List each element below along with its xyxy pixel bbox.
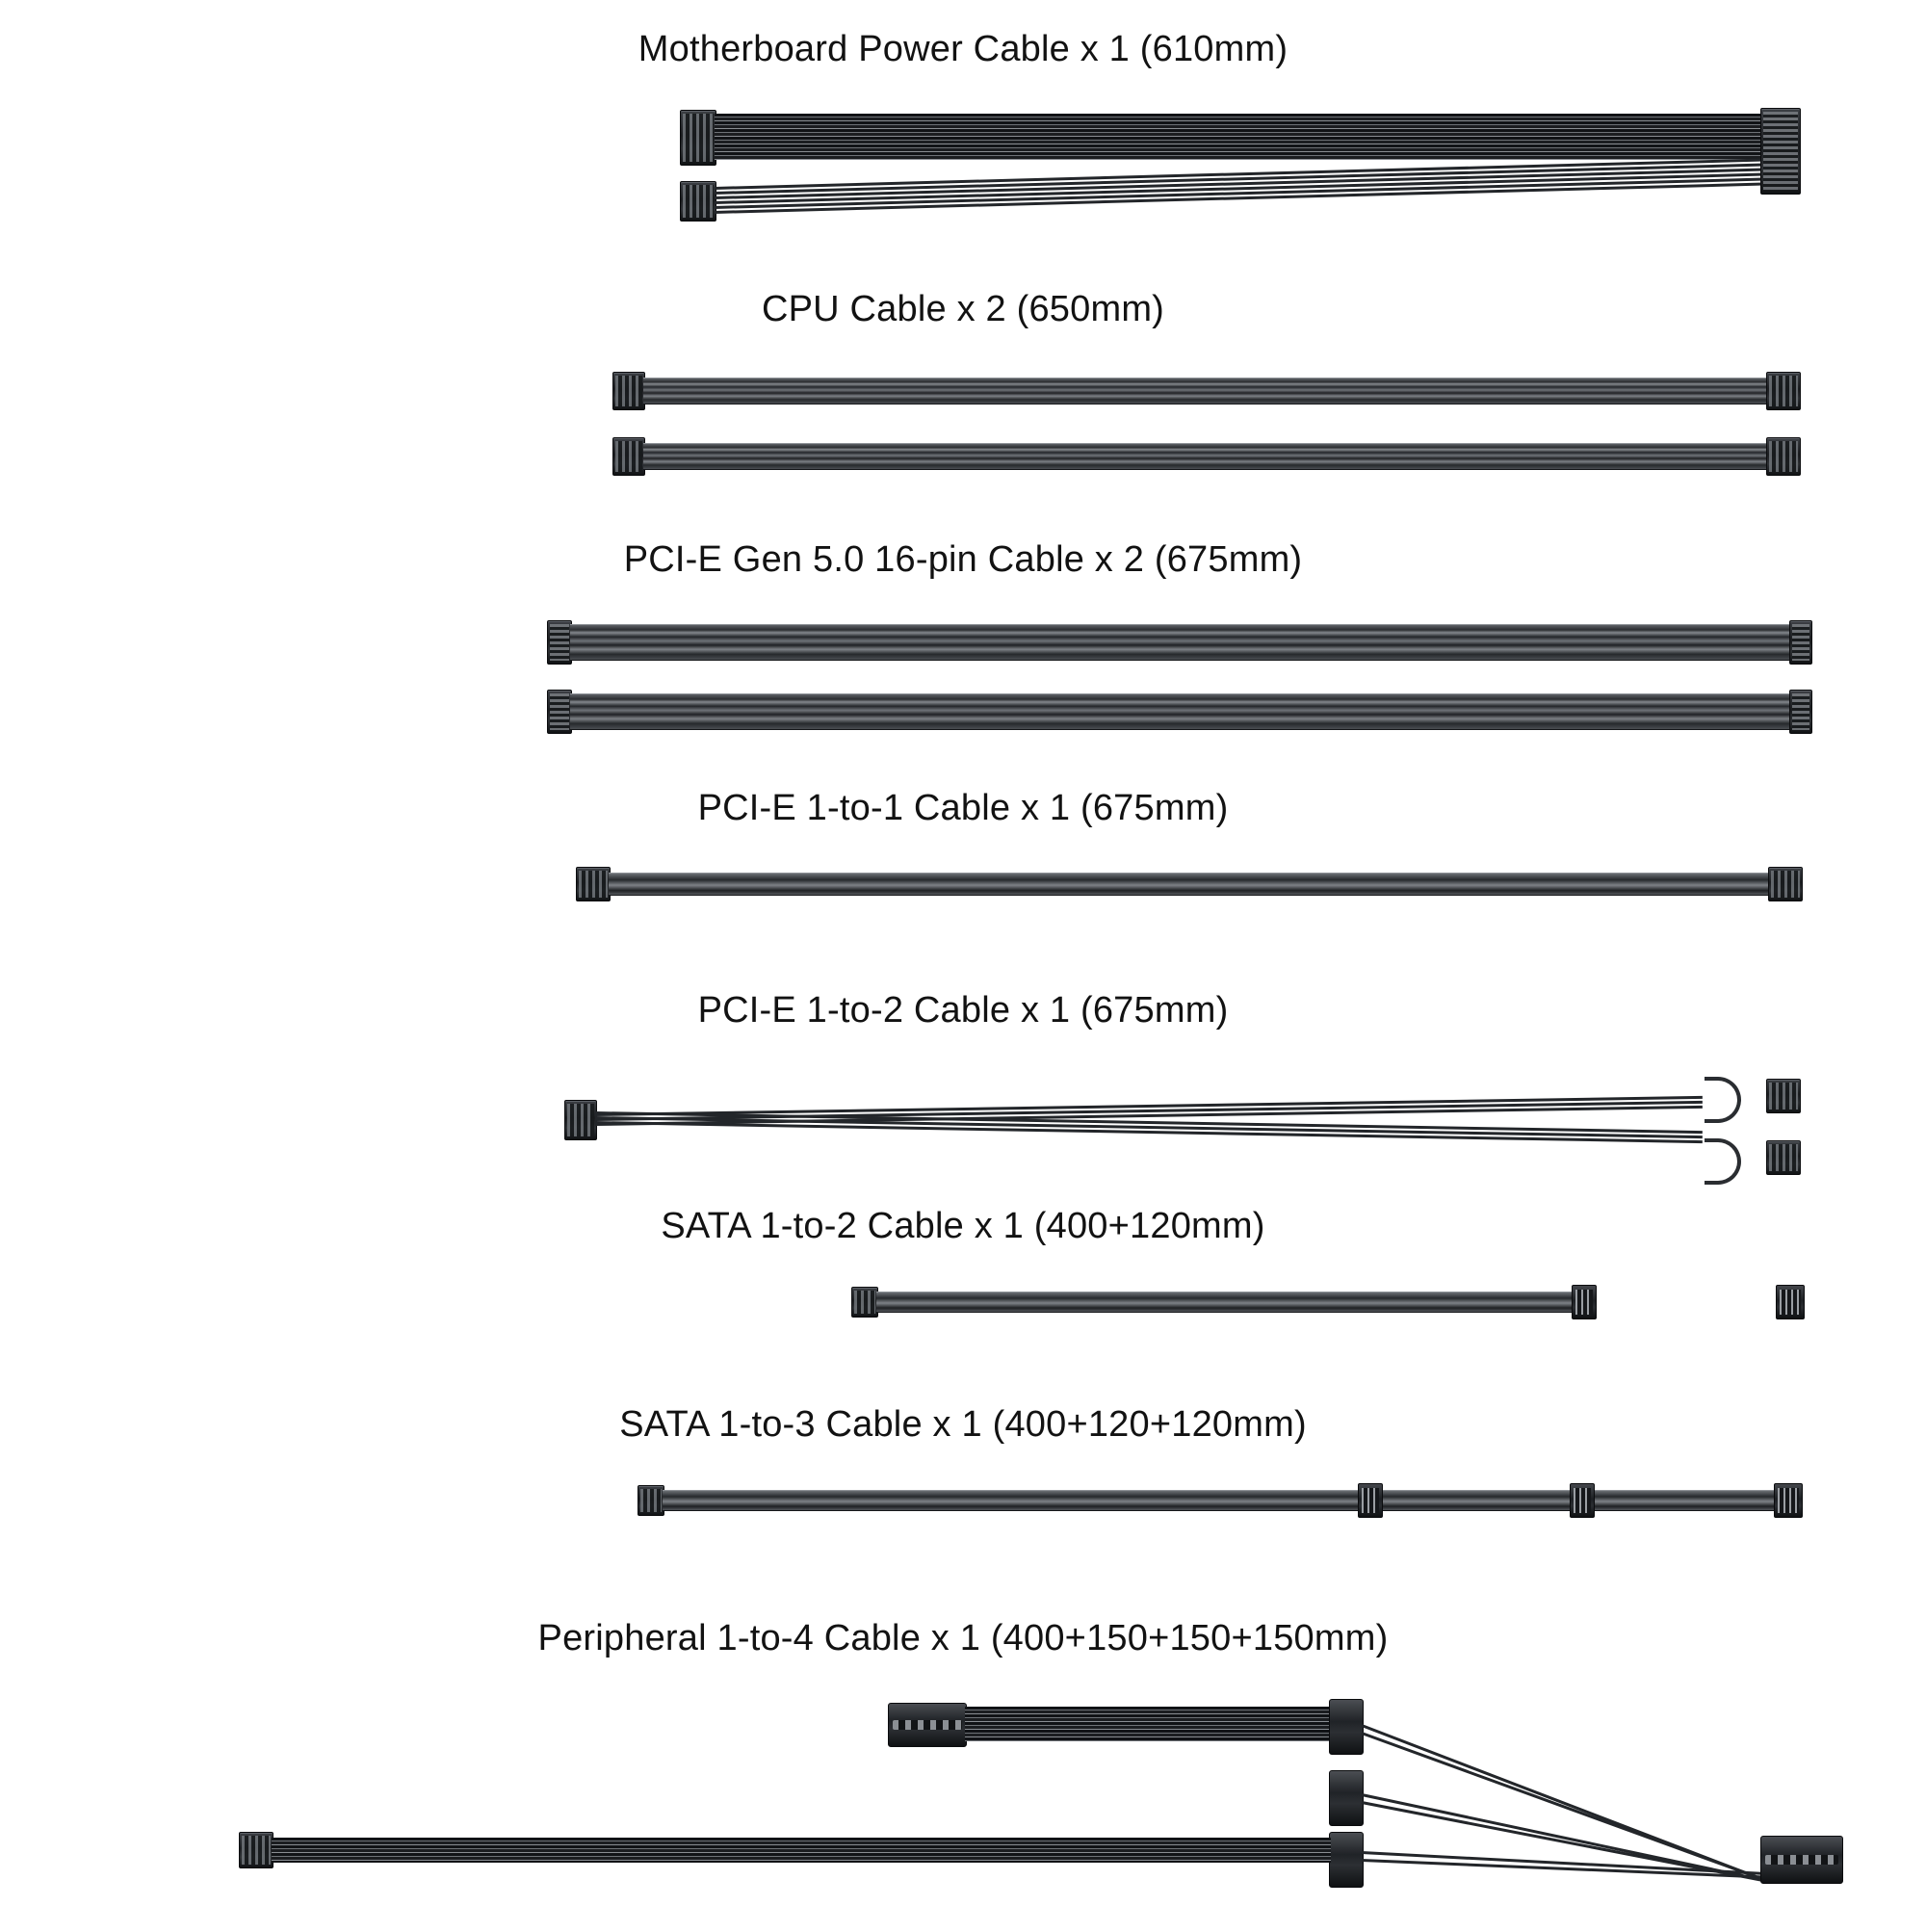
connector-16pin-2-right [1789, 690, 1812, 734]
connector-cpu-1-right [1766, 372, 1801, 410]
connector-cpu-2-left [612, 437, 645, 476]
cable-caption-motherboard-power: Motherboard Power Cable x 1 (610mm) [638, 29, 1288, 69]
sleeve-cpu-2 [643, 443, 1766, 470]
cable-caption-sata-1to2: SATA 1-to-2 Cable x 1 (400+120mm) [661, 1206, 1265, 1246]
wire-bundle-upper [715, 114, 1760, 160]
connector-pcie-1to1-right [1768, 867, 1803, 901]
cable-group-pcie-gen5 [0, 539, 1926, 581]
cable-caption-pcie-1to1: PCI-E 1-to-1 Cable x 1 (675mm) [697, 788, 1229, 828]
wire-loop-lower [1705, 1138, 1741, 1185]
cable-group-sata-1to3 [0, 1404, 1926, 1446]
cable-caption-cpu: CPU Cable x 2 (650mm) [761, 289, 1165, 329]
connector-pcie-1to2-gpu-2 [1766, 1140, 1801, 1175]
connector-sata-1to3-drive-1 [1358, 1483, 1383, 1518]
sleeve-16pin-1 [570, 624, 1789, 661]
connector-psu-side-motherboard [1760, 108, 1801, 195]
cable-group-pcie-1to1 [0, 788, 1926, 829]
connector-sata-1to3-drive-2 [1570, 1483, 1595, 1518]
connector-sata-1to3-drive-3 [1774, 1483, 1803, 1518]
connector-16pin-2-left [547, 690, 572, 734]
cable-caption-peripheral-1to4: Peripheral 1-to-4 Cable x 1 (400+150+150+150mm) [537, 1618, 1389, 1658]
cable-caption-sata-1to3: SATA 1-to-3 Cable x 1 (400+120+120mm) [619, 1404, 1307, 1445]
sleeve-sata-1to3 [663, 1490, 1776, 1511]
connector-24pin-left-lower [680, 181, 716, 222]
cable-illustration-pcie-gen5 [0, 605, 1926, 730]
wire-bundle-peripheral-main [272, 1838, 1331, 1863]
connector-molex-1 [888, 1703, 967, 1747]
connector-pcie-1to2-psu-side [564, 1100, 597, 1140]
cable-illustration-motherboard-power [0, 94, 1926, 229]
cable-caption-pcie-gen5: PCI-E Gen 5.0 16-pin Cable x 2 (675mm) [623, 539, 1303, 580]
connector-16pin-1-right [1789, 620, 1812, 665]
wire-loop-upper [1705, 1077, 1741, 1123]
cable-illustration-sata-1to2 [0, 1277, 1926, 1335]
connector-16pin-1-left [547, 620, 572, 665]
wire-bundle-molex-1 [965, 1707, 1335, 1741]
sleeve-cpu-1 [643, 378, 1766, 405]
connector-sata-1to2-drive-2 [1776, 1285, 1805, 1319]
cable-illustration-cpu [0, 352, 1926, 478]
cable-illustration-sata-1to3 [0, 1475, 1926, 1533]
cable-group-pcie-1to2 [0, 990, 1926, 1031]
cable-caption-pcie-1to2: PCI-E 1-to-2 Cable x 1 (675mm) [697, 990, 1229, 1031]
connector-pcie-1to1-left [576, 867, 611, 901]
sleeve-16pin-2 [570, 693, 1789, 730]
connector-pcie-1to2-gpu-1 [1766, 1079, 1801, 1113]
sleeve-sata-1to2 [876, 1292, 1583, 1313]
connector-24pin-left-upper [680, 110, 716, 166]
connector-cpu-1-left [612, 372, 645, 410]
cable-group-peripheral-1to4 [0, 1618, 1926, 1659]
cable-group-cpu [0, 289, 1926, 330]
cable-group-motherboard-power [0, 29, 1926, 70]
connector-peripheral-end-block [1760, 1836, 1843, 1884]
connector-molex-3 [1329, 1770, 1364, 1826]
connector-sata-1to2-psu-side [851, 1287, 878, 1318]
connector-sata-1to2-drive-1 [1572, 1285, 1597, 1319]
cable-illustration-pcie-1to2 [0, 1057, 1926, 1173]
connector-cpu-2-right [1766, 437, 1801, 476]
sleeve-pcie-1to1 [609, 873, 1768, 896]
cable-illustration-peripheral-1to4 [0, 1682, 1926, 1932]
cable-illustration-pcie-1to1 [0, 855, 1926, 913]
cable-group-sata-1to2 [0, 1206, 1926, 1247]
connector-molex-4 [1329, 1832, 1364, 1888]
connector-peripheral-psu-side [239, 1832, 273, 1868]
connector-sata-1to3-psu-side [638, 1485, 664, 1516]
connector-molex-2 [1329, 1699, 1364, 1755]
